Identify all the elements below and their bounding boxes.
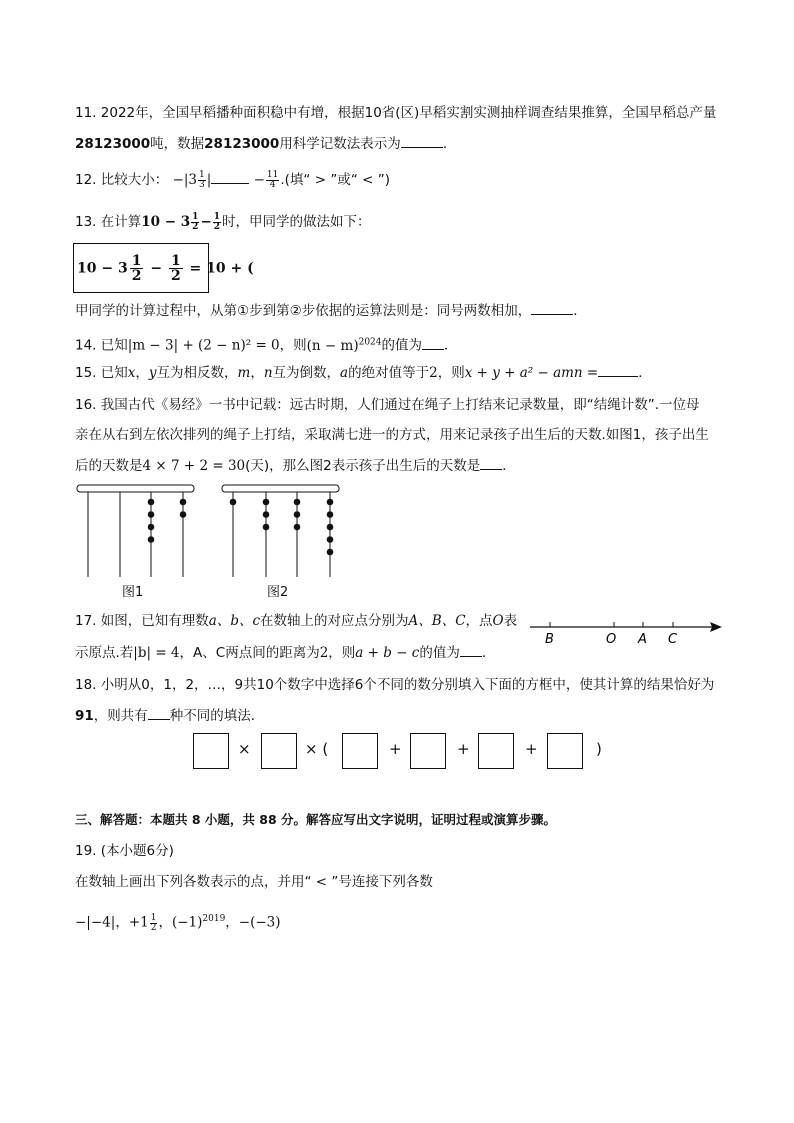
q16-line2: 亲在从右到左依次排列的绳子上打结，采取满七进一的方式，用来记录孩子出生后的天数.如图1，孩子出生	[75, 427, 709, 443]
q11-text-b: 用科学记数法表示为	[279, 136, 401, 152]
q18-op-plus2: +	[457, 740, 470, 758]
fig1-label: 图1	[122, 585, 144, 600]
fig2-rod	[222, 485, 339, 492]
fig2-knot	[263, 511, 270, 518]
q18-box-4[interactable]	[410, 733, 446, 769]
q12-expr2: − $\frac{11}{4}$	[253, 170, 279, 190]
fig1-knot	[148, 499, 155, 506]
q17-line1: 17. 如图，已知有理数a、b、c在数轴上的对应点分别为A、B、C，点O表	[75, 613, 518, 629]
q18-paren-close: )	[596, 740, 602, 758]
q18-op-plus1: +	[389, 740, 402, 758]
q18-op-times2: × (	[305, 740, 329, 758]
fig2-label: 图2	[267, 585, 289, 600]
q14-tail: 的值为	[381, 337, 422, 354]
fig2-knot	[327, 499, 334, 506]
q19-numbers: −|−4|，+1 $\frac{1}{2}$ ，$(-1)^{2019}$，−(−3)	[75, 912, 281, 933]
q19-header: 19. (本小题6分)	[75, 843, 174, 859]
fig2-knot	[294, 499, 301, 506]
q12-expr1: −|3 $\frac{1}{3}$ |	[172, 170, 212, 190]
q12-tail: .(填“ > ”或“ < ”)	[280, 172, 390, 188]
q14-expr2: $(n - m)^{2024}$	[306, 337, 382, 354]
fig2-knot	[294, 524, 301, 531]
q17-line2: 示原点.若|b| = 4，A、C两点间的距离为2，则a + b − c的值为 ．	[75, 645, 496, 661]
q12-label: 12. 比较大小：	[75, 172, 169, 188]
fig2-knot	[327, 536, 334, 543]
q18-answer-blank[interactable]	[148, 707, 170, 720]
q14-label: 14. 已知	[75, 337, 128, 354]
q18-line2: 91，则共有 种不同的填法．	[75, 708, 265, 724]
label-O: O	[606, 632, 617, 647]
q15-expr: x + y + a² − amn =	[464, 365, 599, 381]
q14-expr: |m − 3| + (2 − n)² = 0	[127, 337, 280, 354]
section3-title: 三、解答题：本题共 8 小题，共 88 分。解答应写出文字说明，证明过程或演算步骤。	[75, 812, 557, 827]
q13-label: 13. 在计算	[75, 214, 142, 230]
fig1-knot	[180, 511, 187, 518]
q17-answer-blank[interactable]	[460, 644, 482, 657]
fig2-knot	[327, 549, 334, 556]
q13-tail: 时，甲同学的做法如下：	[222, 214, 371, 230]
q16-expr: 4 × 7 + 2 = 30	[142, 458, 246, 474]
q13-explain-text: 甲同学的计算过程中，从第①步到第②步依据的运算法则是：同号两数相加，	[75, 303, 532, 319]
q11-number-2: 28123000	[204, 136, 280, 152]
q11-number: 28123000	[75, 136, 151, 152]
fig2-knot	[263, 524, 270, 531]
fig1-knot	[148, 511, 155, 518]
fig2-knot	[327, 524, 334, 531]
q15-line: 15. 已知x，y互为相反数，m，n互为倒数，a的绝对值等于2，则x + y + a² − amn = ．	[75, 365, 652, 381]
q11-text-a: 吨，数据	[150, 136, 205, 152]
fig1-knot	[148, 524, 155, 531]
fig2-knot	[327, 511, 334, 518]
fig1-rod	[77, 485, 194, 492]
q17-number-line	[528, 612, 728, 648]
q14-mid: ，则	[279, 337, 307, 354]
fig1-knot	[148, 536, 155, 543]
q16-line3: 后的天数是4 × 7 + 2 = 30(天)，那么图2表示孩子出生后的天数是 ．	[75, 458, 516, 474]
q13-expr: 10 − 3 $\frac{1}{2}$ − $\frac{1}{2}$	[141, 212, 221, 232]
q11-line1: 11. 2022年，全国早稻播种面积稳中有增，根据10省(区)早稻实割实测抽样调查结果推算，全国早稻总产量	[75, 105, 717, 121]
q13-work-expr: 10 − 3 $\frac{1}{2}$ − $\frac{1}{2}$ = 10 + (	[77, 253, 254, 284]
fig1-knot	[180, 499, 187, 506]
q16-line1: 16. 我国古代《易经》一书中记载：远古时期，人们通过在绳子上打结来记录数量，即“结绳计数”.一位母	[75, 397, 700, 413]
label-B: B	[545, 632, 554, 647]
fig2-knot	[263, 499, 270, 506]
q18-box-5[interactable]	[478, 733, 514, 769]
label-A: A	[638, 632, 647, 647]
fig2-knot	[294, 511, 301, 518]
q18-op-times1: ×	[238, 740, 251, 758]
q18-box-3[interactable]	[342, 733, 378, 769]
q18-op-plus3: +	[525, 740, 538, 758]
q18-box-2[interactable]	[261, 733, 297, 769]
q14-end: ．	[444, 337, 458, 354]
q11-end: ．	[442, 136, 457, 152]
q19-instruction: 在数轴上画出下列各数表示的点，并用“ < ”号连接下列各数	[75, 874, 433, 890]
label-C: C	[668, 632, 678, 647]
fig2-knot	[230, 499, 237, 506]
q18-box-1[interactable]	[193, 733, 229, 769]
q18-line1: 18. 小明从0，1，2，…，9共10个数字中选择6个不同的数分别填入下面的方框中，使其计算的结果恰好为	[75, 677, 715, 693]
q18-box-6[interactable]	[547, 733, 583, 769]
q13-explain-end: ．	[573, 303, 587, 319]
q18-target: 91	[75, 708, 94, 724]
